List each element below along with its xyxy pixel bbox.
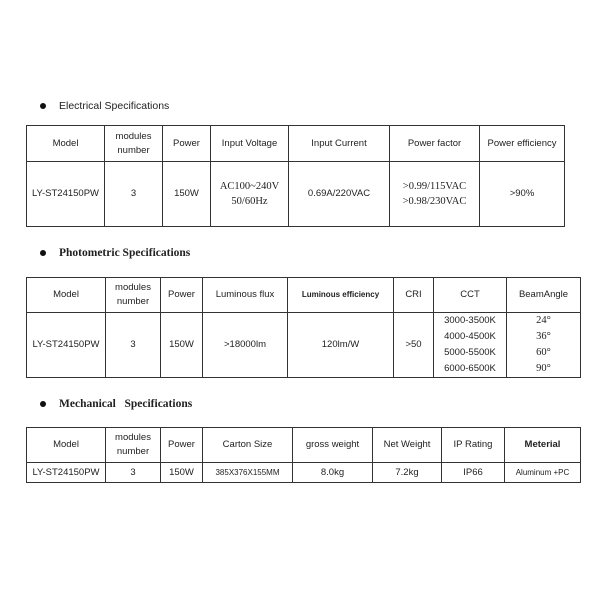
cct-value: 4000-4500K <box>444 331 496 342</box>
bullet-icon <box>40 250 46 256</box>
cell-modules: 3 <box>106 313 161 378</box>
cct-value: 6000-6500K <box>444 363 496 374</box>
cell-model: LY-ST24150PW <box>27 313 106 378</box>
cct-value: 5000-5500K <box>444 347 496 358</box>
cell-efficiency: >90% <box>480 162 565 227</box>
cell-input-current: 0.69A/220VAC <box>289 162 390 227</box>
cell-carton-size: 385X376X155MM <box>203 463 293 483</box>
header-material: Meterial <box>505 428 581 463</box>
cell-power: 150W <box>163 162 211 227</box>
electrical-section-title <box>40 100 169 112</box>
mechanical-title-text: Mechanical Specifications <box>59 398 193 410</box>
cell-cct <box>434 313 507 378</box>
cell-modules: 3 <box>106 463 161 483</box>
header-model: Model <box>27 126 105 162</box>
header-modules: modules number <box>106 428 161 463</box>
table-row <box>27 162 565 227</box>
cell-power-factor <box>390 162 480 227</box>
cct-value: 3000-3500K <box>444 315 496 326</box>
header-power: Power <box>163 126 211 162</box>
electrical-title-text: Electrical Specifications <box>59 100 170 112</box>
cell-cri: >50 <box>394 313 434 378</box>
header-power: Power <box>161 428 203 463</box>
power-factor-line1: >0.99/115VAC <box>402 180 467 192</box>
cell-power: 150W <box>161 313 203 378</box>
mechanical-section-title <box>40 398 192 410</box>
header-ip-rating: IP Rating <box>442 428 505 463</box>
table-header-row <box>27 278 581 313</box>
header-luminous-flux: Luminous flux <box>203 278 288 313</box>
header-carton-size: Carton Size <box>203 428 293 463</box>
cell-input-voltage <box>211 162 289 227</box>
input-voltage-line1: AC100~240V <box>219 180 280 192</box>
table-header-row <box>27 126 565 162</box>
header-power-efficiency: Power efficiency <box>480 126 565 162</box>
photometric-title-text: Photometric Specifications <box>59 247 191 259</box>
header-gross-weight: gross weight <box>293 428 373 463</box>
cell-luminous-flux: >18000lm <box>203 313 288 378</box>
cell-modules: 3 <box>105 162 163 227</box>
table-row <box>27 313 581 378</box>
header-beam-angle: BeamAngle <box>507 278 581 313</box>
bullet-icon <box>40 103 46 109</box>
header-modules: modules number <box>106 278 161 313</box>
beam-value: 60° <box>536 347 551 358</box>
cell-gross-weight: 8.0kg <box>293 463 373 483</box>
header-input-voltage: Input Voltage <box>211 126 289 162</box>
header-power-factor: Power factor <box>390 126 480 162</box>
header-model: Model <box>27 278 106 313</box>
input-voltage-line2: 50/60Hz <box>231 196 268 207</box>
cell-material: Aluminum +PC <box>505 463 581 483</box>
header-net-weight: Net Weight <box>373 428 442 463</box>
header-input-current: Input Current <box>289 126 390 162</box>
photometric-spec-table <box>26 277 581 378</box>
beam-value: 90° <box>536 363 551 374</box>
header-model: Model <box>27 428 106 463</box>
photometric-section-title <box>40 247 190 259</box>
header-cri: CRI <box>394 278 434 313</box>
beam-value: 24° <box>536 315 551 326</box>
bullet-icon <box>40 401 46 407</box>
cell-beam-angle <box>507 313 581 378</box>
mechanical-spec-table <box>26 427 581 483</box>
header-luminous-efficiency: Luminous efficiency <box>288 278 394 313</box>
header-power: Power <box>161 278 203 313</box>
table-row <box>27 463 581 483</box>
cell-ip-rating: IP66 <box>442 463 505 483</box>
cell-power: 150W <box>161 463 203 483</box>
cell-net-weight: 7.2kg <box>373 463 442 483</box>
header-modules: modules number <box>105 126 163 162</box>
table-header-row <box>27 428 581 463</box>
cell-luminous-efficiency: 120lm/W <box>288 313 394 378</box>
cell-model: LY-ST24150PW <box>27 463 106 483</box>
cell-model: LY-ST24150PW <box>27 162 105 227</box>
beam-value: 36° <box>536 331 551 342</box>
power-factor-line2: >0.98/230VAC <box>402 196 467 207</box>
electrical-spec-table <box>26 125 565 227</box>
header-cct: CCT <box>434 278 507 313</box>
